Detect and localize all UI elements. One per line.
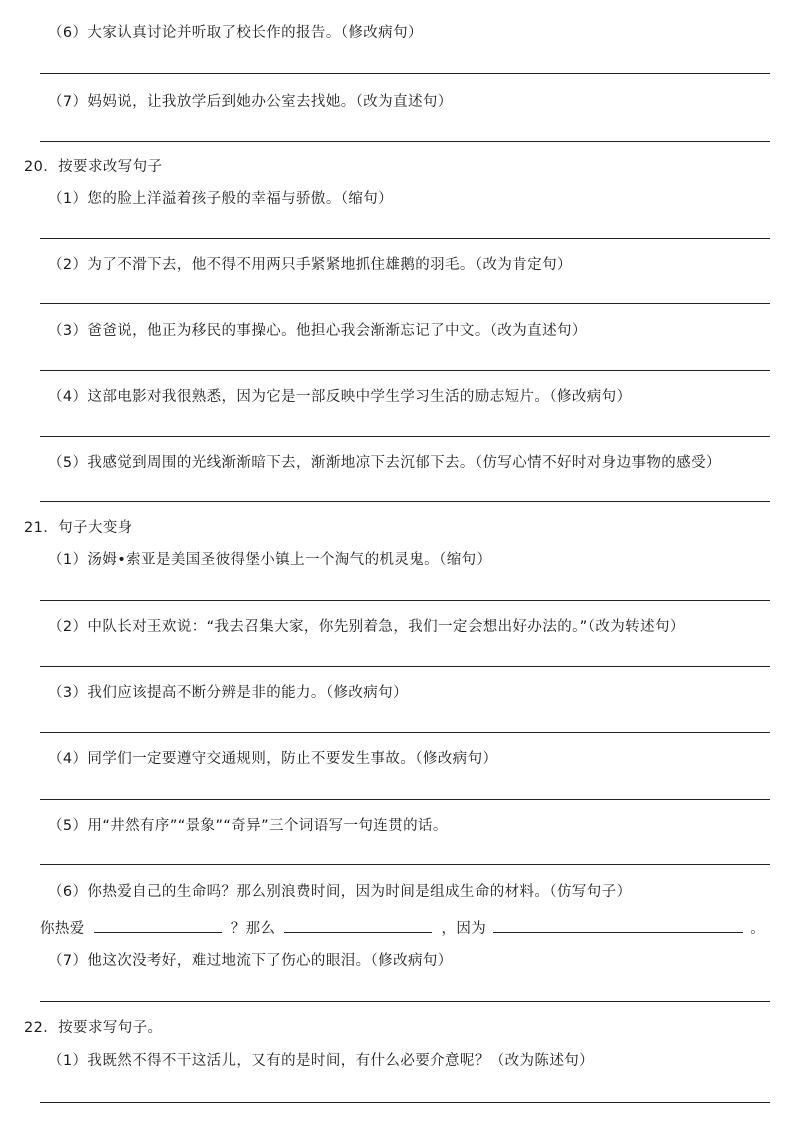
answer-line-22-1[interactable] xyxy=(40,1102,770,1103)
question-22-1: （1）我既然不得不干这活儿，又有的是时间，有什么必要介意呢？（改为陈述句） xyxy=(48,1053,595,1069)
section-22-heading: 22．按要求写句子。 xyxy=(24,1020,163,1036)
fill-blank-2[interactable] xyxy=(284,918,432,933)
answer-line-20-3[interactable] xyxy=(40,370,770,371)
fill-end: 。 xyxy=(750,921,766,937)
fill-blank-1[interactable] xyxy=(94,918,222,933)
question-21-3: （3）我们应该提高不断分辨是非的能力。（修改病句） xyxy=(48,685,408,701)
question-21-7: （7）他这次没考好，难过地流下了伤心的眼泪。（修改病句） xyxy=(48,953,453,969)
question-21-5: （5）用“井然有序”“景象”“奇异”三个词语写一句连贯的话。 xyxy=(48,818,448,834)
question-21-4: （4）同学们一定要遵守交通规则，防止不要发生事故。（修改病句） xyxy=(48,751,498,767)
fill-in-row-21-6 xyxy=(40,918,765,938)
answer-line-21-4[interactable] xyxy=(40,799,770,800)
answer-line-20-4[interactable] xyxy=(40,436,770,437)
question-21-6: （6）你热爱自己的生命吗？那么别浪费时间，因为时间是组成生命的材料。（仿写句子） xyxy=(48,884,632,900)
section-21-heading: 21．句子大变身 xyxy=(24,520,133,536)
fill-prefix-3: ，因为 xyxy=(441,921,487,937)
answer-line-19-7[interactable] xyxy=(40,141,770,142)
question-21-1: （1）汤姆•索亚是美国圣彼得堡小镇上一个淘气的机灵鬼。（缩句） xyxy=(48,552,492,568)
fill-prefix-1: 你热爱 xyxy=(40,921,85,937)
question-19-7: （7）妈妈说，让我放学后到她办公室去找她。（改为直述句） xyxy=(48,94,453,110)
question-20-2: （2）为了不滑下去，他不得不用两只手紧紧地抓住雄鹅的羽毛。（改为肯定句） xyxy=(48,257,572,273)
answer-line-20-1[interactable] xyxy=(40,238,770,239)
question-21-2: （2）中队长对王欢说：“我去召集大家，你先别着急，我们一定会想出好办法的。”（改为转述句） xyxy=(48,619,685,635)
answer-line-19-6[interactable] xyxy=(40,73,770,74)
question-20-4: （4）这部电影对我很熟悉，因为它是一部反映中学生学习生活的励志短片。（修改病句） xyxy=(48,389,632,405)
answer-line-20-2[interactable] xyxy=(40,303,770,304)
question-19-6: （6）大家认真讨论并听取了校长作的报告。（修改病句） xyxy=(48,25,423,41)
answer-line-21-7[interactable] xyxy=(40,1001,770,1002)
answer-line-21-2[interactable] xyxy=(40,666,770,667)
section-20-heading: 20．按要求改写句子 xyxy=(24,159,163,175)
question-20-5: （5）我感觉到周围的光线渐渐暗下去，渐渐地凉下去沉郁下去。（仿写心情不好时对身边事物的感受） xyxy=(48,455,721,471)
answer-line-21-3[interactable] xyxy=(40,732,770,733)
answer-line-21-1[interactable] xyxy=(40,600,770,601)
fill-prefix-2: ？那么 xyxy=(230,921,276,937)
answer-line-20-5[interactable] xyxy=(40,501,770,502)
answer-line-21-5[interactable] xyxy=(40,864,770,865)
question-20-1: （1）您的脸上洋溢着孩子般的幸福与骄傲。（缩句） xyxy=(48,191,394,207)
question-20-3: （3）爸爸说，他正为移民的事操心。他担心我会渐渐忘记了中文。（改为直述句） xyxy=(48,323,587,339)
fill-blank-3[interactable] xyxy=(493,918,743,933)
